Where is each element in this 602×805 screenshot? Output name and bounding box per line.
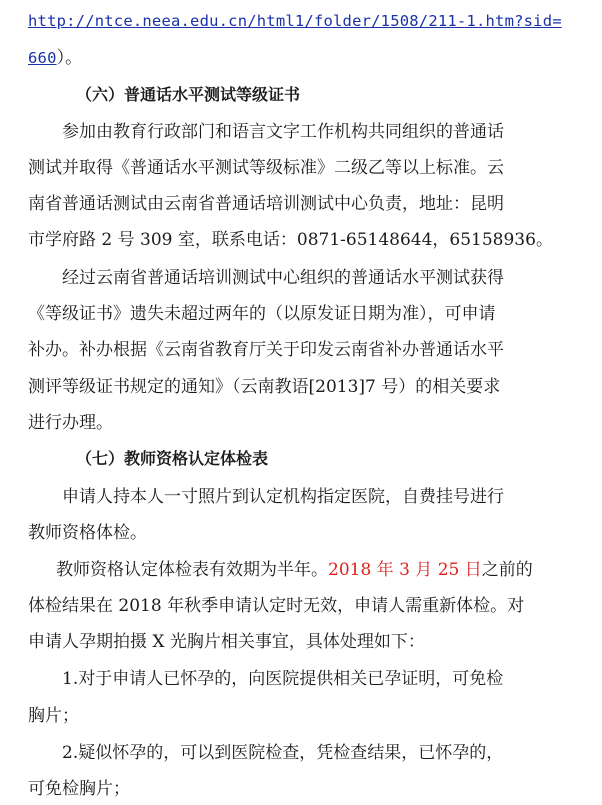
s6-p2-line-4: 测评等级证书规定的通知》（云南教语[2013]7 号）的相关要求 [28,377,501,398]
s6-p2-line-2: 《等级证书》遗失未超过两年的（以原发证日期为准），可申请 [28,303,496,324]
link-suffix: ）。 [56,47,83,68]
link-line-1 [28,11,562,31]
highlighted-date: 2018 年 3 月 25 日 [328,559,482,580]
sid-link[interactable]: http://ntce.neea.edu.cn/html1/folder/1508/211-1.htm?sid= [28,12,562,31]
s6-p1-line-1: 参加由教育行政部门和语言文字工作机构共同组织的普通话 [62,121,504,142]
item-1-line-1: 1.对于申请人已怀孕的，向医院提供相关已孕证明，可免检 [62,669,504,690]
s7-p2-text-pre: 教师资格认定体检表有效期为半年。 [56,559,328,580]
s7-p2-text-post: 之前的 [481,559,533,580]
s7-p2-line-1 [56,560,533,580]
s7-p1-line-1: 申请人持本人一寸照片到认定机构指定医院，自费挂号进行 [62,486,504,507]
section-6-heading: （六）普通话水平测试等级证书 [76,84,301,104]
item-2-line-1: 2.疑似怀孕的，可以到医院检查，凭检查结果，已怀孕的， [62,742,504,763]
sid-link-continued[interactable]: 660 [28,48,57,67]
s7-p1-line-2: 教师资格体检。 [28,522,147,543]
s7-p2-line-2: 体检结果在 2018 年秋季申请认定时无效，申请人需重新体检。对 [28,596,525,617]
link-line-2 [28,48,82,68]
s6-p2-line-3: 补办。补办根据《云南省教育厅关于印发云南省补办普通话水平 [28,339,504,360]
s6-p1-line-3: 南省普通话测试由云南省普通话培训测试中心负责，地址：昆明 [28,194,504,215]
item-1-line-2: 胸片； [28,705,79,726]
item-2-line-2: 可免检胸片； [28,779,130,799]
section-7-heading: （七）教师资格认定体检表 [76,449,269,469]
s6-p1-line-2: 测试并取得《普通话水平测试等级标准》二级乙等以上标准。云 [28,158,504,179]
s6-p2-line-5: 进行办理。 [28,413,113,434]
s6-p2-line-1: 经过云南省普通话培训测试中心组织的普通话水平测试获得 [62,267,504,288]
s7-p2-line-3: 申请人孕期拍摄 X 光胸片相关事宜，具体处理如下： [28,632,425,653]
s6-p1-line-4: 市学府路 2 号 309 室，联系电话：0871-65148644，65158936。 [28,230,553,251]
